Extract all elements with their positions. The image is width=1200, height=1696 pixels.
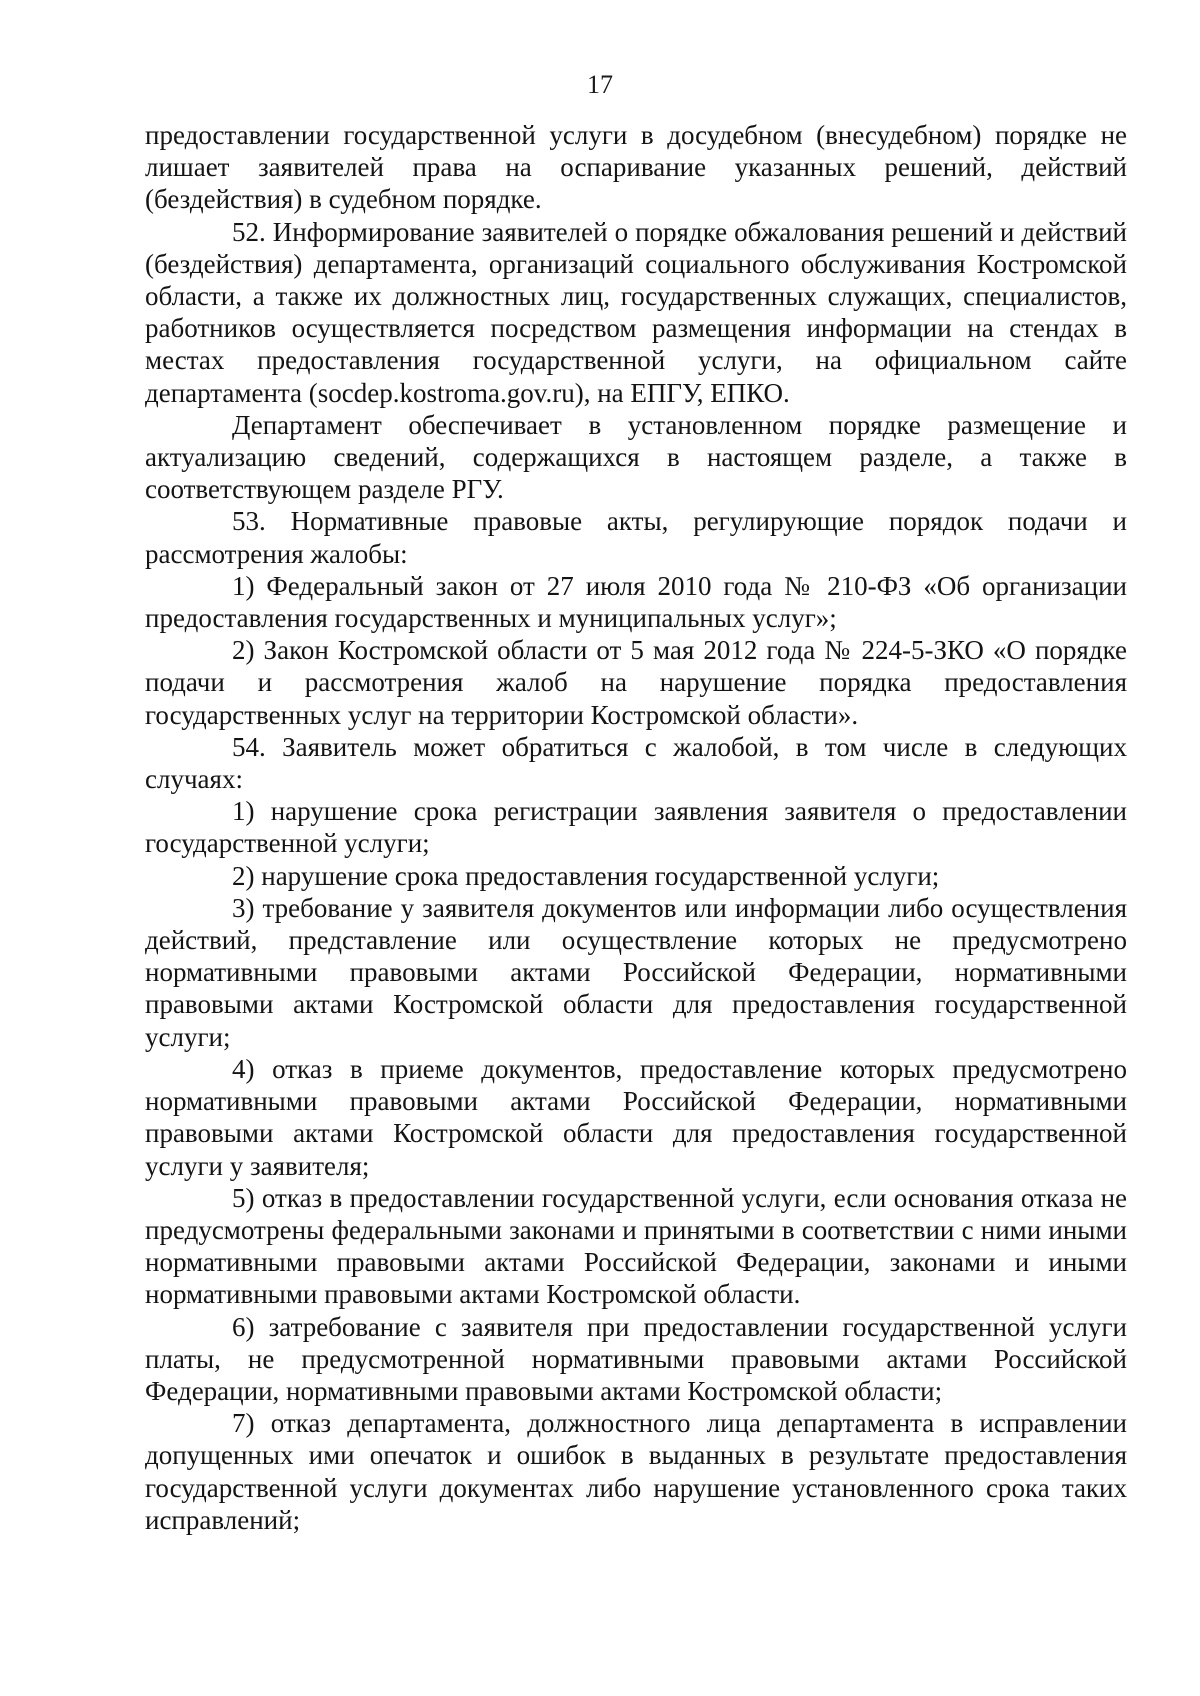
list-item-54-4: 4) отказ в приеме документов, предоставление которых предусмотрено нормативными правовыми актами Российской Федерации, нормативными правовыми актами Костромской области для предоставления государственной услуги у заявителя; — [145, 1053, 1127, 1181]
list-item-53-2: 2) Закон Костромской области от 5 мая 2012 года № 224-5-ЗКО «О порядке подачи и рассмотрения жалоб на нарушение порядка предоставления государственных услуг на территории Костромской области». — [145, 635, 1127, 730]
document-body — [145, 119, 1127, 1536]
paragraph-department-duty: Департамент обеспечивает в установленном порядке размещение и актуализацию сведений, содержащихся в настоящем разделе, а также в соответствующем разделе РГУ. — [145, 409, 1127, 505]
paragraph-continuation: предоставлении государственной услуги в досудебном (внесудебном) порядке не лишает заявителей права на оспаривание указанных решений, действий (бездействия) в судебном порядке. — [145, 120, 1127, 215]
list-item-54-7: 7) отказ департамента, должностного лица департамента в исправлении допущенных ими опечаток и ошибок в выданных в результате предоставления государственной услуги документах либо нарушение установленного срока таких исправлений; — [145, 1408, 1127, 1535]
page-number: 17 — [587, 70, 613, 99]
list-item-54-5: 5) отказ в предоставлении государственной услуги, если основания отказа не предусмотрены федеральными законами и принятыми в соответствии с ними иными нормативными правовыми актами Российской Федерации, законами и иными нормативными правовыми актами Костромской области. — [145, 1182, 1127, 1310]
paragraph-53: 53. Нормативные правовые акты, регулирующие порядок подачи и рассмотрения жалобы: — [145, 506, 1127, 569]
paragraph-54: 54. Заявитель может обратиться с жалобой, в том числе в следующих случаях: — [145, 731, 1127, 795]
list-item-54-6: 6) затребование с заявителя при предоставлении государственной услуги платы, не предусмотренной нормативными правовыми актами Российской Федерации, нормативными правовыми актами Костромской области; — [145, 1311, 1127, 1406]
paragraph-52: 52. Информирование заявителей о порядке обжалования решений и действий (бездействия) департамента, организаций социального обслуживания Костромской области, а также их должностных лиц, государственных служащих, специалистов, работников осуществляется посредством размещения информации на стендах в местах предоставления государственной услуги, на официальном сайте департамента (socdep.kostroma.gov.ru), на ЕПГУ, ЕПКО. — [145, 216, 1127, 408]
list-item-53-1: 1) Федеральный закон от 27 июля 2010 года № 210-ФЗ «Об организации предоставления государственных и муниципальных услуг»; — [145, 570, 1127, 634]
list-item-54-3: 3) требование у заявителя документов или информации либо осуществления действий, представление или осуществление которых не предусмотрено нормативными правовыми актами Российской Федерации, нормативными правовыми актами Костромской области для предоставления государственной услуги; — [145, 892, 1127, 1052]
list-item-54-1: 1) нарушение срока регистрации заявления заявителя о предоставлении государственной услуги; — [145, 796, 1127, 859]
list-item-54-2: 2) нарушение срока предоставления государственной услуги; — [232, 860, 940, 891]
